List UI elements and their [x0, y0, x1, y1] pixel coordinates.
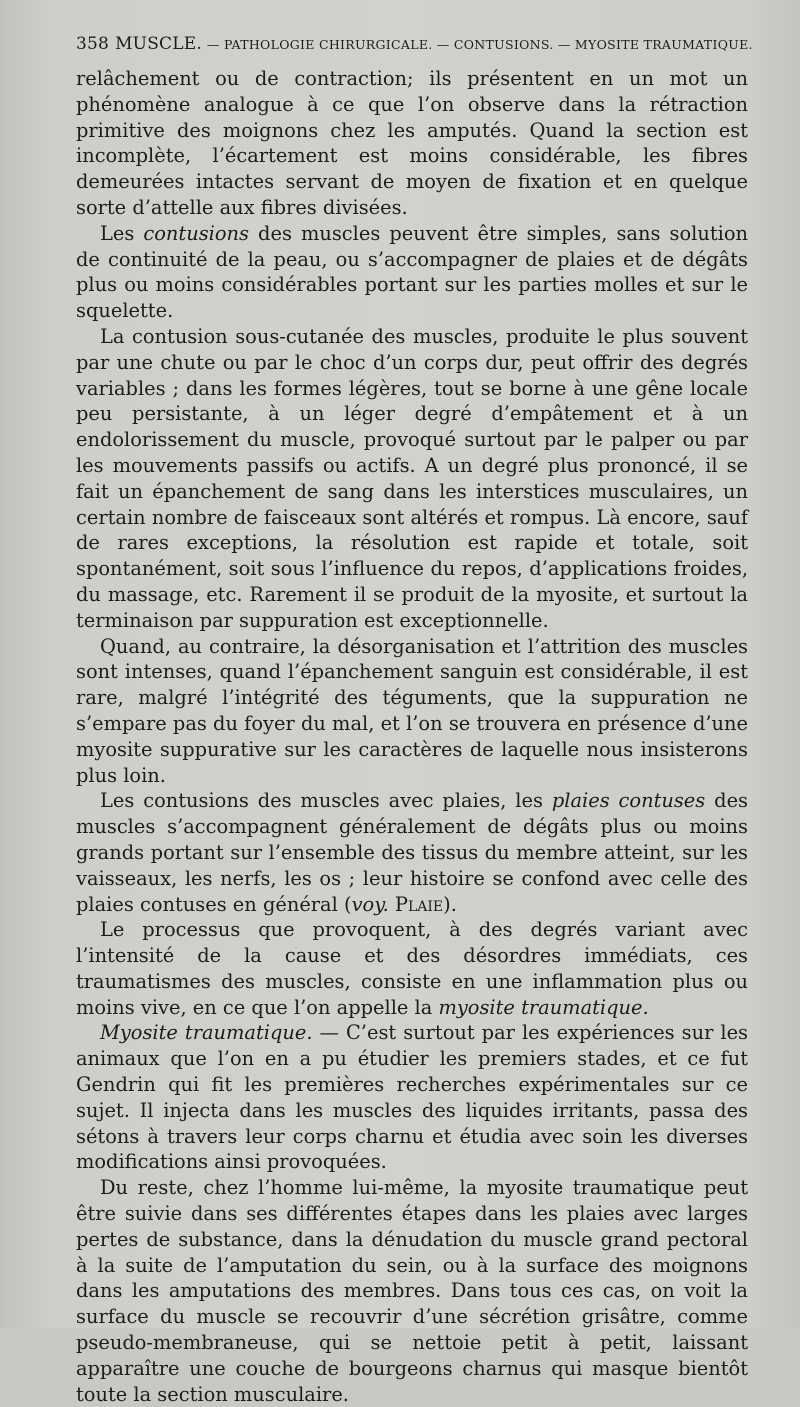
- header-subtitle: — PATHOLOGIE CHIRURGICALE. — CONTUSIONS. — MYOSITE TRAUMATIQUE.: [206, 37, 753, 52]
- italic-text: voy.: [351, 892, 389, 916]
- italic-text: myosite traumatique.: [438, 995, 649, 1019]
- italic-text: plaies contuses: [551, 789, 706, 813]
- italic-text: Myosite traumatique.: [100, 1021, 313, 1045]
- italic-text: contusions: [143, 221, 249, 245]
- paragraph-text: Les contusions des muscles avec plaies, les: [100, 789, 552, 813]
- paragraph: [76, 788, 748, 917]
- paragraph-text: des muscles peuvent être simples, sans solution de continuité de la peau, ou s’accompagner de plaies et de dégâts plus ou moins considérables portant sur les parties molles et sur le squelette.: [76, 221, 748, 323]
- small-caps-text: Plaie: [394, 892, 444, 916]
- paragraph: [76, 917, 748, 1020]
- paragraph: [76, 324, 748, 634]
- paragraph-text: Le processus que provoquent, à des degrés variant avec l’intensité de la cause et des désordres immédiats, ces traumatismes des muscles, consiste en une inflammation plus ou moins vive, en ce que l’on appelle la: [76, 918, 748, 1019]
- running-header: [76, 34, 756, 54]
- page-body-text: [76, 66, 748, 1407]
- paragraph-text: Les: [100, 221, 144, 245]
- paragraph-text: La contusion sous-cutanée des muscles, produite le plus souvent par une chute ou par le choc d’un corps dur, peut offrir des degrés variables ; dans les formes légères, tout se borne à une gêne locale peu persistante, à un léger degré d’empâtement et à un endolorissement du muscle, provoqué surtout par le palper ou par les mouvements passifs ou actifs. A un degré plus prononcé, il se fait un épanchement de sang dans les interstices musculaires, un certain nombre de faisceaux sont altérés et rompus. Là encore, sauf de rares exceptions, la résolution est rapide et totale, soit spontanément, soit sous l’influence du repos, d’applications froides, du massage, etc. Rarement il se produit de la myosite, et surtout la terminaison par suppuration est exceptionnelle.: [76, 324, 748, 632]
- paragraph-text: relâchement ou de contraction; ils présentent en un mot un phénomène analogue à ce que l’on observe dans la rétraction primitive des moignons chez les amputés. Quand la section est incomplète, l’écartement est moins considérable, les fibres demeurées intactes servant de moyen de fixation et en quelque sorte d’attelle aux fibres divisées.: [76, 67, 748, 219]
- paragraph-text: des muscles s’accompagnent généralement de dégâts plus ou moins grands portant sur l’ensemble des tissus du membre atteint, sur les vaisseaux, les nerfs, les os ; leur histoire se confond avec celle des plaies contuses en général (: [76, 789, 748, 916]
- paragraph-text: Quand, au contraire, la désorganisation et l’attrition des muscles sont intenses, quand l’épanchement sanguin est considérable, il est rare, malgré l’intégrité des téguments, que la suppuration ne s’empare pas du foyer du mal, et l’on se trouvera en présence d’une myosite suppurative sur les caractères de laquelle nous insisterons plus loin.: [76, 634, 748, 787]
- paragraph: [76, 66, 748, 221]
- paragraph-text: — C’est surtout par les expériences sur les animaux que l’on en a pu étudier les premiers stades, et ce fut Gendrin qui fit les premières recherches expérimentales sur ce sujet. Il injecta dans les muscles des liquides irritants, passa des sétons à travers leur corps charnu et étudia avec soin les diverses modifications ainsi provoquées.: [76, 1021, 748, 1174]
- paragraph-text: ).: [443, 892, 457, 916]
- page-number: 358: [76, 34, 110, 54]
- paragraph: [76, 1020, 748, 1175]
- paragraph: [76, 1175, 748, 1407]
- paragraph: [76, 221, 748, 324]
- paragraph-text: Du reste, chez l’homme lui-même, la myosite traumatique peut être suivie dans ses différentes étapes dans les plaies avec larges pertes de substance, dans la dénudation du muscle grand pectoral à la suite de l’amputation du sein, ou à la surface des moignons dans les amputations des membres. Dans tous ces cas, on voit la surface du muscle se recouvrir d’une sécrétion grisâtre, comme pseudo-membraneuse, qui se nettoie petit à petit, laissant apparaître une couche de bourgeons charnus qui masque bientôt toute la section musculaire.: [76, 1176, 748, 1406]
- paragraph: [76, 634, 748, 789]
- header-title: MUSCLE.: [115, 34, 202, 54]
